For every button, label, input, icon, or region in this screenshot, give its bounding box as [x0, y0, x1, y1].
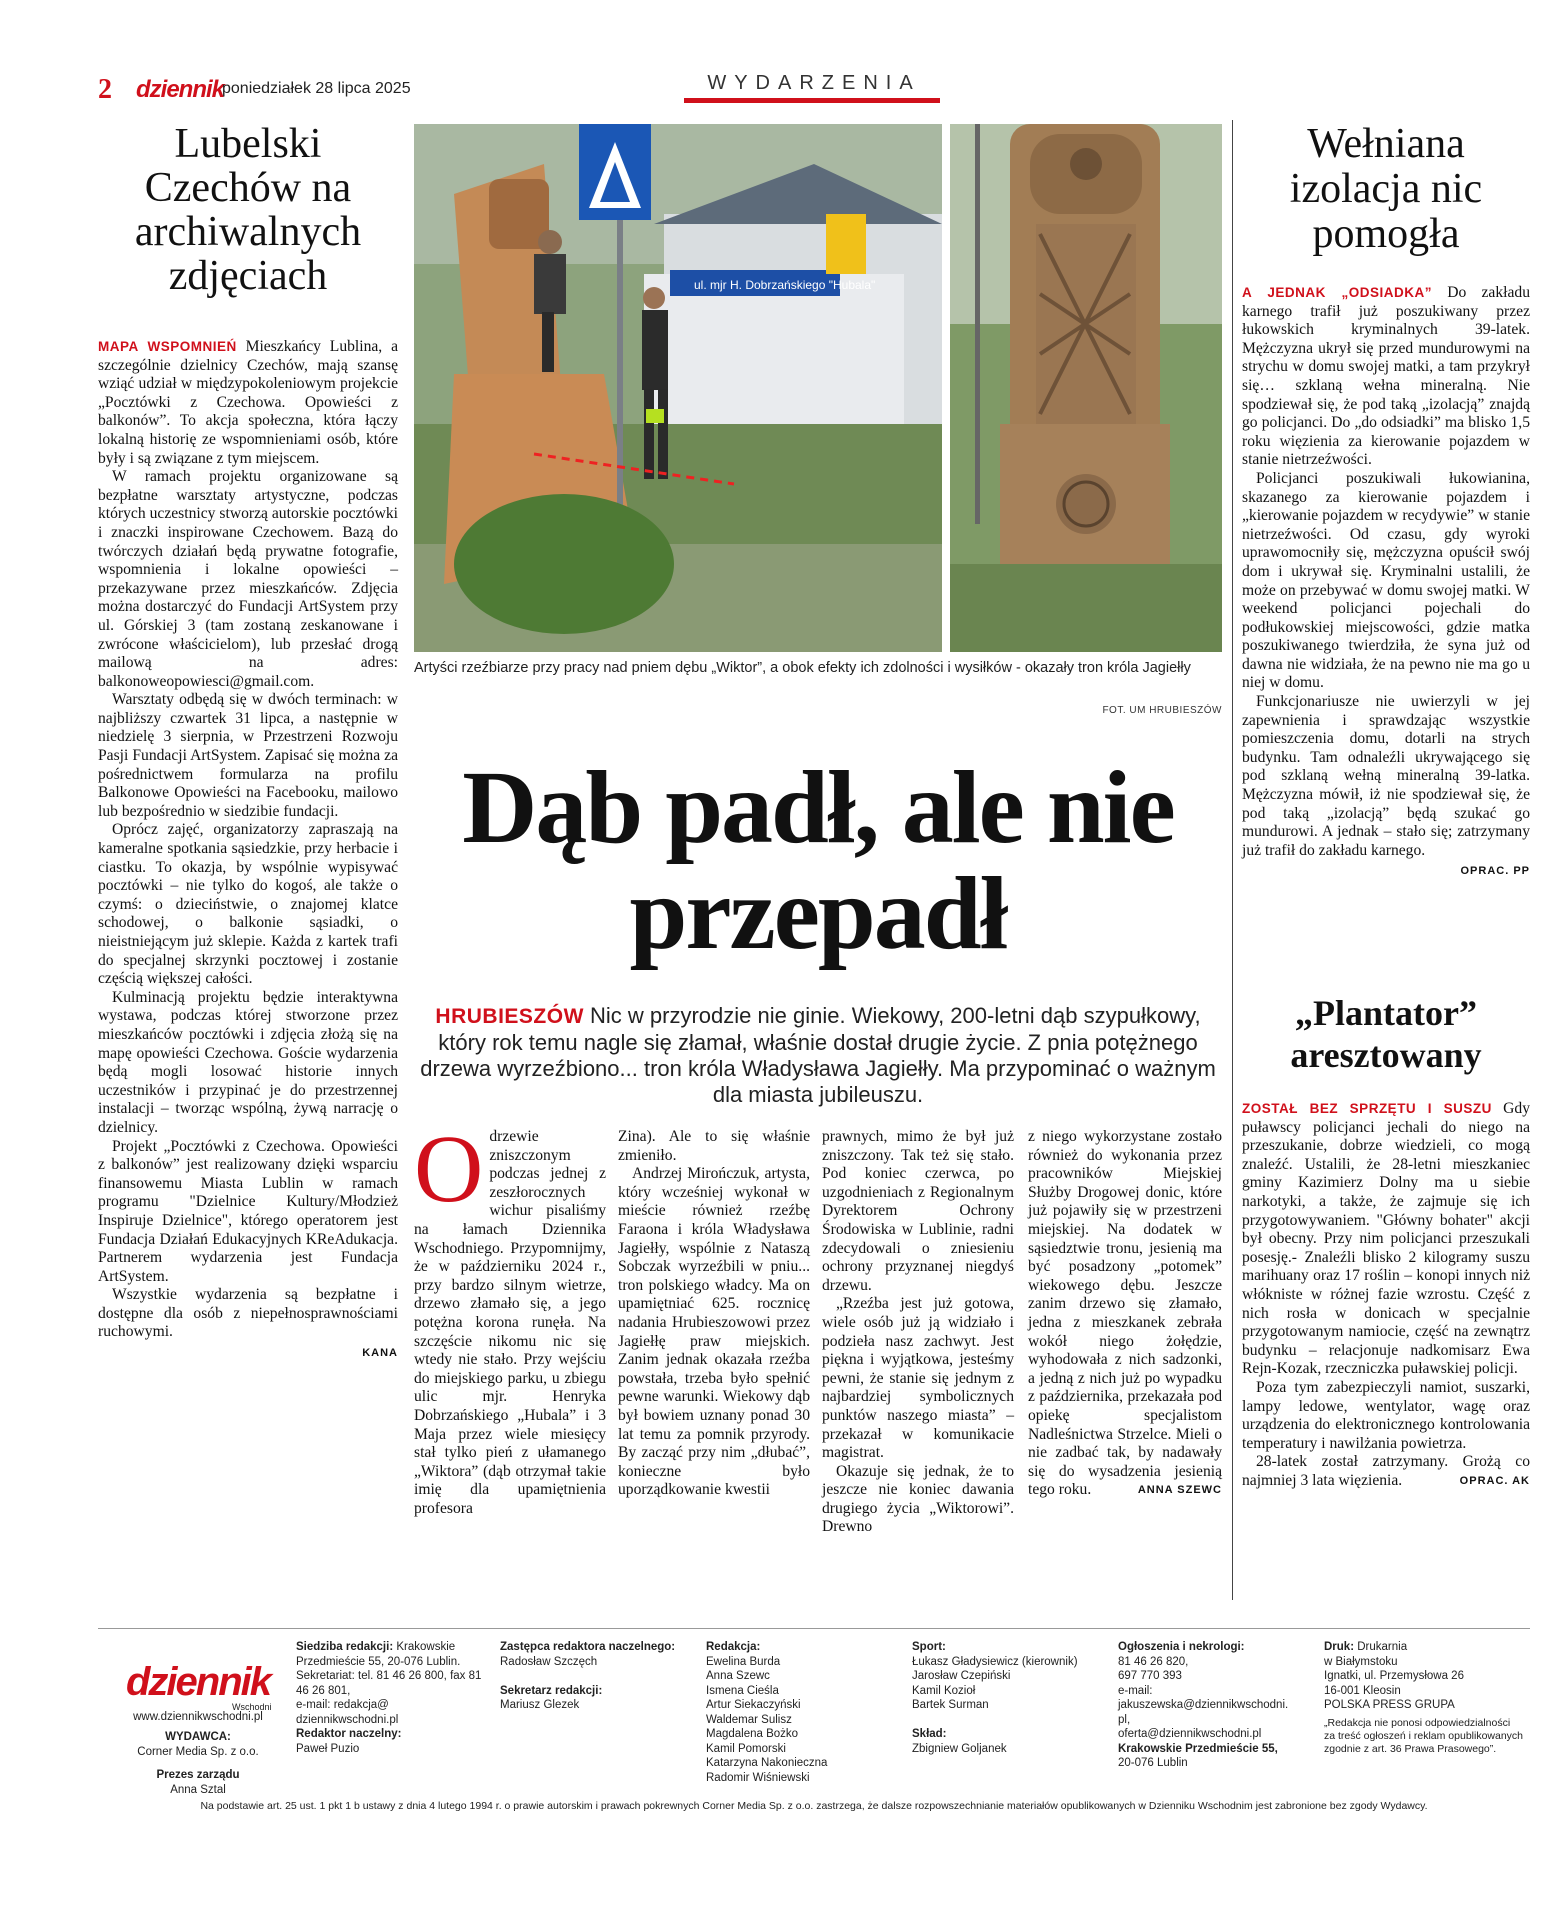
left-article-p6: Projekt „Pocztówki z Czechowa. Opowieści z balkonów” jest realizowany dzięki wsparciu finansowemu Miasta Lublin w ramach programu "Dzielnice Kultury/Młodzież Inspiruje Dzielnice", którego operatorem jest Fundacja Działań Edukacyjnych KReAdukacja. Partnerem wydarzenia jest Fundacja ArtSystem.	[98, 1137, 398, 1285]
page-number: 2	[98, 74, 112, 105]
right-article2-title: „Plantator” aresztowany	[1290, 993, 1482, 1075]
left-article-p4: Oprócz zajęć, organizatorzy zapraszają na kameralne spotkania sąsiedzkie, przy herbacie i ciastku. To okazja, by wspólnie wypisywać pocztówki – nie tylko do kogoś, ale także o czymś: o dzieciństwie, o znajomej klatce schodowej, o balkonie sąsiadki, o nieistniejącym już sklepie. Każda z kartek trafi do specjalnej skrzynki pocztowej i zostanie częścią większej całości.	[98, 821, 398, 988]
right-article2-body: ZOSTAŁ BEZ SPRZĘTU I SUSZU Gdy puławscy policjanci jechali do niego na przeszukanie, dobrze wiedzieli, co mogą znaleźć. Ustalili, że 28-letni mieszkaniec gminy Kazimierz Dolny ma u siebie narkotyki, a także, że zajmuje się ich przygotowywaniem. "Główny bohater" akcji był obecny. Przy nim policjanci przeszukali posesję.- Znaleźli blisko 2 kilogramy suszu marihuany oraz 17 roślin – konopi innych niż włókniste w różnej fazie wzrostu. Część z nich rosła w donicach w specjalnie przygotowanym namiocie, część na zewnątrz budynku – relacjonuje nadkomisarz Ewa Rejn-Kozak, rzeczniczka puławskiej policji. Poza tym zabezpieczyli namiot, suszarki, lampy ledowe, wentylator, wagę oraz urządzenia do elektronicznego kontrolowania temperatury i nawilżania powietrza. 28-latek został zatrzymany. Grożą co najmniej 3 lata więzienia. OPRAC. AK	[1242, 1100, 1530, 1489]
main-article-dropcap: O	[414, 1115, 484, 1222]
left-article-title: Lubelski Czechów na archiwalnych zdjęciach	[134, 121, 362, 299]
footer-print: Druk: Drukarnia w Białymstoku Ignatki, ul. Przemysłowa 26 16-001 Kleosin POLSKA PRESS GRUPA „Redakcja nie ponosi odpowiedzialności za treść ogłoszeń i reklam opublikowanych zgodnie z art. 36 Prawa Prasowego”.	[1324, 1641, 1524, 1755]
photo-throne[interactable]	[950, 124, 1222, 652]
main-article-signature: ANNA SZEWC	[1137, 1484, 1222, 1497]
right-article2-lead: ZOSTAŁ BEZ SPRZĘTU I SUSZU	[1242, 1101, 1492, 1116]
photo-caption: Artyści rzeźbiarze przy pracy nad pniem dębu „Wiktor”, a obok efekty ich zdolności i wysiłków - okazały tron króla Jagiełły	[414, 660, 1191, 676]
left-article-p3: Warsztaty odbędą się w dwóch terminach: w najbliższy czwartek 31 lipca, a następnie w niedzielę 3 sierpnia, w Przestrzeni Rozwoju Pasji Fundacji ArtSystem. Zapisać się można za pośrednictwem formularza na profilu Balkonowe Opowieści na Facebooku, mailowo lub bezpośrednio w siedzibie fundacji.	[98, 691, 398, 820]
photo-sculptors-at-work[interactable]	[414, 124, 942, 652]
main-article-col2: Zina). Ale to się właśnie zmieniło. Andrzej Mirończuk, artysta, który wcześniej wykonał w mieście również rzeźbę Faraona i króla Władysława Jagiełły, wspólnie z Nataszą Sobczak wyrzeźbili w pniu... tron polskiego władcy. Ma on upamiętniać 625. rocznicę nadania Hrubieszowowi przez Jagiełłę praw miejskich. Zanim jednak okazała rzeźba powstała, trzeba było spełnić pewne warunki. Wiekowy dąb był bowiem uznany ponad 30 lat temu za pomnik przyrody. By zacząć przy nim „dłubać”, konieczne było uporządkowanie kwestii	[618, 1128, 810, 1499]
right-article1-title: Wełniana izolacja nic pomogła	[1289, 121, 1483, 257]
main-article-subtitle: HRUBIESZÓW Nic w przyrodzie nie ginie. Wiekowy, 200-letni dąb szypułkowy, który rok temu nagle się złamał, właśnie dostał drugie życie. Z pnia potężnego drzewa wyrzeźbiono... tron króla Władysława Jagiełły. Ma przypominać o ważnym dla miasta jubileuszu.	[420, 1003, 1216, 1107]
footer-hq: Siedziba redakcji: Krakowskie Przedmieście 55, 20-076 Lublin. Sekretariat: tel. 81 46 26 800, fax 81 46 26 801, e-mail: redakcja@ dziennikwschodni.pl Redaktor naczelny: Paweł Puzio	[296, 1641, 482, 1755]
left-article-p1: MAPA WSPOMNIEŃ Mieszkańcy Lublina, a szczególnie dzielnicy Czechów, mają szansę wziąć udział w międzypokoleniowym projekcie „Pocztówki z Czechowa. Opowieści z balkonów”. To akcja społeczna, która łączy lokalną historię ze wspomnieniami osób, które były i są związane z tym miejscem.	[98, 338, 398, 467]
section-bar	[684, 98, 940, 103]
photo-throne-illustration	[950, 124, 1222, 652]
section-title: WYDARZENIA	[707, 72, 921, 94]
footer-website[interactable]: www.dziennikwschodni.pl	[133, 1711, 263, 1723]
photo-sculptors-illustration	[414, 124, 942, 652]
main-article-col3: prawnych, mimo że był już zniszczony. Tak też się stało. Pod koniec czerwca, po uzgodnieniach z Regionalnym Dyrektorem Ochrony Środowiska w Lublinie, radni zdecydowali o zniesieniu ochrony przyznanej niegdyś drzewu. „Rzeźba jest już gotowa, wiele osób już ją widziało i podzieła nasz zachwyt. Jest piękna i wyjątkowa, jesteśmy pewni, że stanie się jednym z najbardziej symbolicznych punktów naszego miasta” – przekazał w komunikacie magistrat. Okazuje się jednak, że to jeszcze nie koniec dawania drugiego życia „Wiktorowi”. Drewno	[822, 1128, 1014, 1536]
issue-date: poniedziałek 28 lipca 2025	[222, 80, 411, 97]
right-article1-lead: A JEDNAK „ODSIADKA”	[1242, 285, 1432, 300]
footer-logo-sub: Wschodni	[232, 1702, 272, 1712]
left-article-p7: Wszystkie wydarzenia są bezpłatne i dostępne dla osób z niepełnosprawnościami ruchowymi.	[98, 1286, 398, 1341]
column-rule-right	[1232, 120, 1233, 1600]
footer-publisher: WYDAWCA: Corner Media Sp. z o.o.	[137, 1731, 259, 1758]
street-sign-text: ul. mjr H. Dobrzańskiego "Hubala"	[694, 278, 876, 292]
left-article-lead: MAPA WSPOMNIEŃ	[98, 339, 237, 354]
masthead-logo[interactable]: dziennik	[136, 76, 225, 103]
footer-logo[interactable]: dziennik	[126, 1660, 271, 1704]
main-article-title: Dąb padł, ale nie przepadł	[462, 750, 1174, 971]
right-article1-body: A JEDNAK „ODSIADKA” Do zakładu karnego trafił już poszukiwany przez łukowskich kryminalnych 39-latek. Mężczyzna ukrył się przed mundurowymi na strychu w domu swojej matki, a tam przykrył się… szklaną wełna mineralną. Nie spodziewał się, że pod taką „izolacją” znajdą go policjanci. Do „do odsiadki” ma blisko 1,5 roku więzienia za kierowanie pojazdem w stanie nietrzeźwości. Policjanci poszukiwali łukowianina, skazanego za kierowanie pojazdem i „kierowanie pojazdem w recydywie” w stanie nietrzeźwości. Od czasu, gdy wyroki uprawomocniły się, mężczyzna opuścił swój dom i ukrywał się. Kryminalni ustalili, że może on przebywać w domu swojej matki. W weekend policjanci pojechali do podłukowskiej miejscowości, gdzie matka poszukiwanego twierdziła, że syna już od dawna nie widziała, że na pewno nie ma go u niej w domu. Funkcjonariusze nie uwierzyli w jej zapewnienia i sprawdzając wszystkie pomieszczenia domu, dotarli na strych budynku. Tam odnaleźli ukrywającego się pod szklaną wełną mineralną 39-latka. Mężczyzna mówił, iż nie spodziewał się, że pod taką „izolacją” będą szukać go mundurowi. A jednak – stało się; zatrzymany już trafił do zakładu karnego. OPRAC. PP	[1242, 284, 1530, 881]
left-article-p5: Kulminacją projektu będzie interaktywna wystawa, podczas której stworzone przez mieszkańców pocztówki i zdjęcia złożą się na mapę opowieści Czechowa. Goście wydarzenia będą mogli losować historie innych uczestników i przypinać je do przestrzennej instalacji – tworząc wspólną, żywą narrację o dzielnicy.	[98, 988, 398, 1136]
left-article-signature: KANA	[362, 1347, 398, 1360]
photo-credit: FOT. UM HRUBIESZÓW	[1102, 705, 1222, 716]
left-article-body	[98, 338, 398, 1363]
main-article-lead: HRUBIESZÓW	[435, 1005, 584, 1028]
left-article-p2: W ramach projektu organizowane są bezpłatne warsztaty artystyczne, podczas których uczestnicy stworzą autorskie pocztówki i znaczki inspirowane Czechowem. Bazą do twórczych działań będą prywatne fotografie, wspomnienia i lokalne opowieści – przekazywane przez mieszkańców. Zdjęcia można dostarczyć do Fundacji ArtSystem przy ul. Górskiej 3 (tam zostaną zeskanowane i zwrócone właścicielom), lub przesłać drogą mailową na adres: balkonoweopowiesci@gmail.com.	[98, 468, 398, 690]
footer-legal: Na podstawie art. 25 ust. 1 pkt 1 b ustawy z dnia 4 lutego 1994 r. o prawie autorskim i prawach pokrewnych Corner Media Sp. z o.o. zastrzega, że dalsze rozpowszechnianie materiałów opublikowanych w Dzienniku Wschodnim jest zabronione bez zgody Wydawcy.	[200, 1800, 1428, 1812]
right-article1-signature: OPRAC. PP	[1460, 865, 1530, 878]
footer-deputy: Zastępca redaktora naczelnego: Radosław Szczęch Sekretarz redakcji: Mariusz Glezek	[500, 1641, 676, 1711]
footer-ads: Ogłoszenia i nekrologi: 81 46 26 820, 697 770 393 e-mail: jakuszewska@dziennikwschodni. pl, oferta@dziennikwschodni.pl Krakowskie Przedmieście 55, 20-076 Lublin	[1118, 1641, 1289, 1769]
footer-board: Prezes zarządu Anna Sztal	[156, 1769, 240, 1796]
right-article2-signature: OPRAC. AK	[1459, 1474, 1530, 1487]
main-article-col4: z niego wykorzystane zostało również do wykonania przez pracowników Miejskiej Służby Drogowej donic, które już pojawiły się w przestrzeni miejskiej. Na dodatek w sąsiedztwie tronu, jesienią ma być posadzony „potomek” wiekowego dębu. Jeszcze zanim drzewo się złamało, jedna z mieszkanek zebrała wokół niego żołędzie, wyhodowała z nich sadzonki, a jedną z nich już po wypadku z października, przekazała pod opiekę specjalistom Nadleśnictwa Strzelce. Mieli o nie zadbać tak, by nadawały się do wysadzenia jesienią tego roku. ANNA SZEWC	[1028, 1128, 1222, 1499]
main-article-col1: Odrzewie zniszczonym podczas jednej z zeszłorocznych wichur pisaliśmy na łamach Dziennika Wschodniego. Przypomnijmy, że w październiku 2024 r., przy bardzo silnym wietrze, drzewo złamało się, a jego potężna korona runęła. Na szczęście nikomu nic się wtedy nie stało. Przy wejściu do miejskiego parku, u zbiegu ulic mjr. Henryka Dobrzańskiego „Hubala” i 3 Maja przez wiele miesięcy stał tylko pień z ułamanego „Wiktora” (dąb otrzymał takie imię dla upamiętnienia profesora	[414, 1115, 606, 1517]
footer-editorial: Redakcja: Ewelina Burda Anna Szewc Ismena Cieśla Artur Siekaczyński Waldemar Sulisz Magdalena Bożko Kamil Pomorski Katarzyna Nakonieczna Radomir Wiśniewski	[706, 1641, 828, 1784]
footer-rule	[98, 1628, 1530, 1629]
footer-sport: Sport: Łukasz Gładysiewicz (kierownik) Jarosław Czepiński Kamil Kozioł Bartek Surman Skład: Zbigniew Goljanek	[912, 1641, 1078, 1755]
